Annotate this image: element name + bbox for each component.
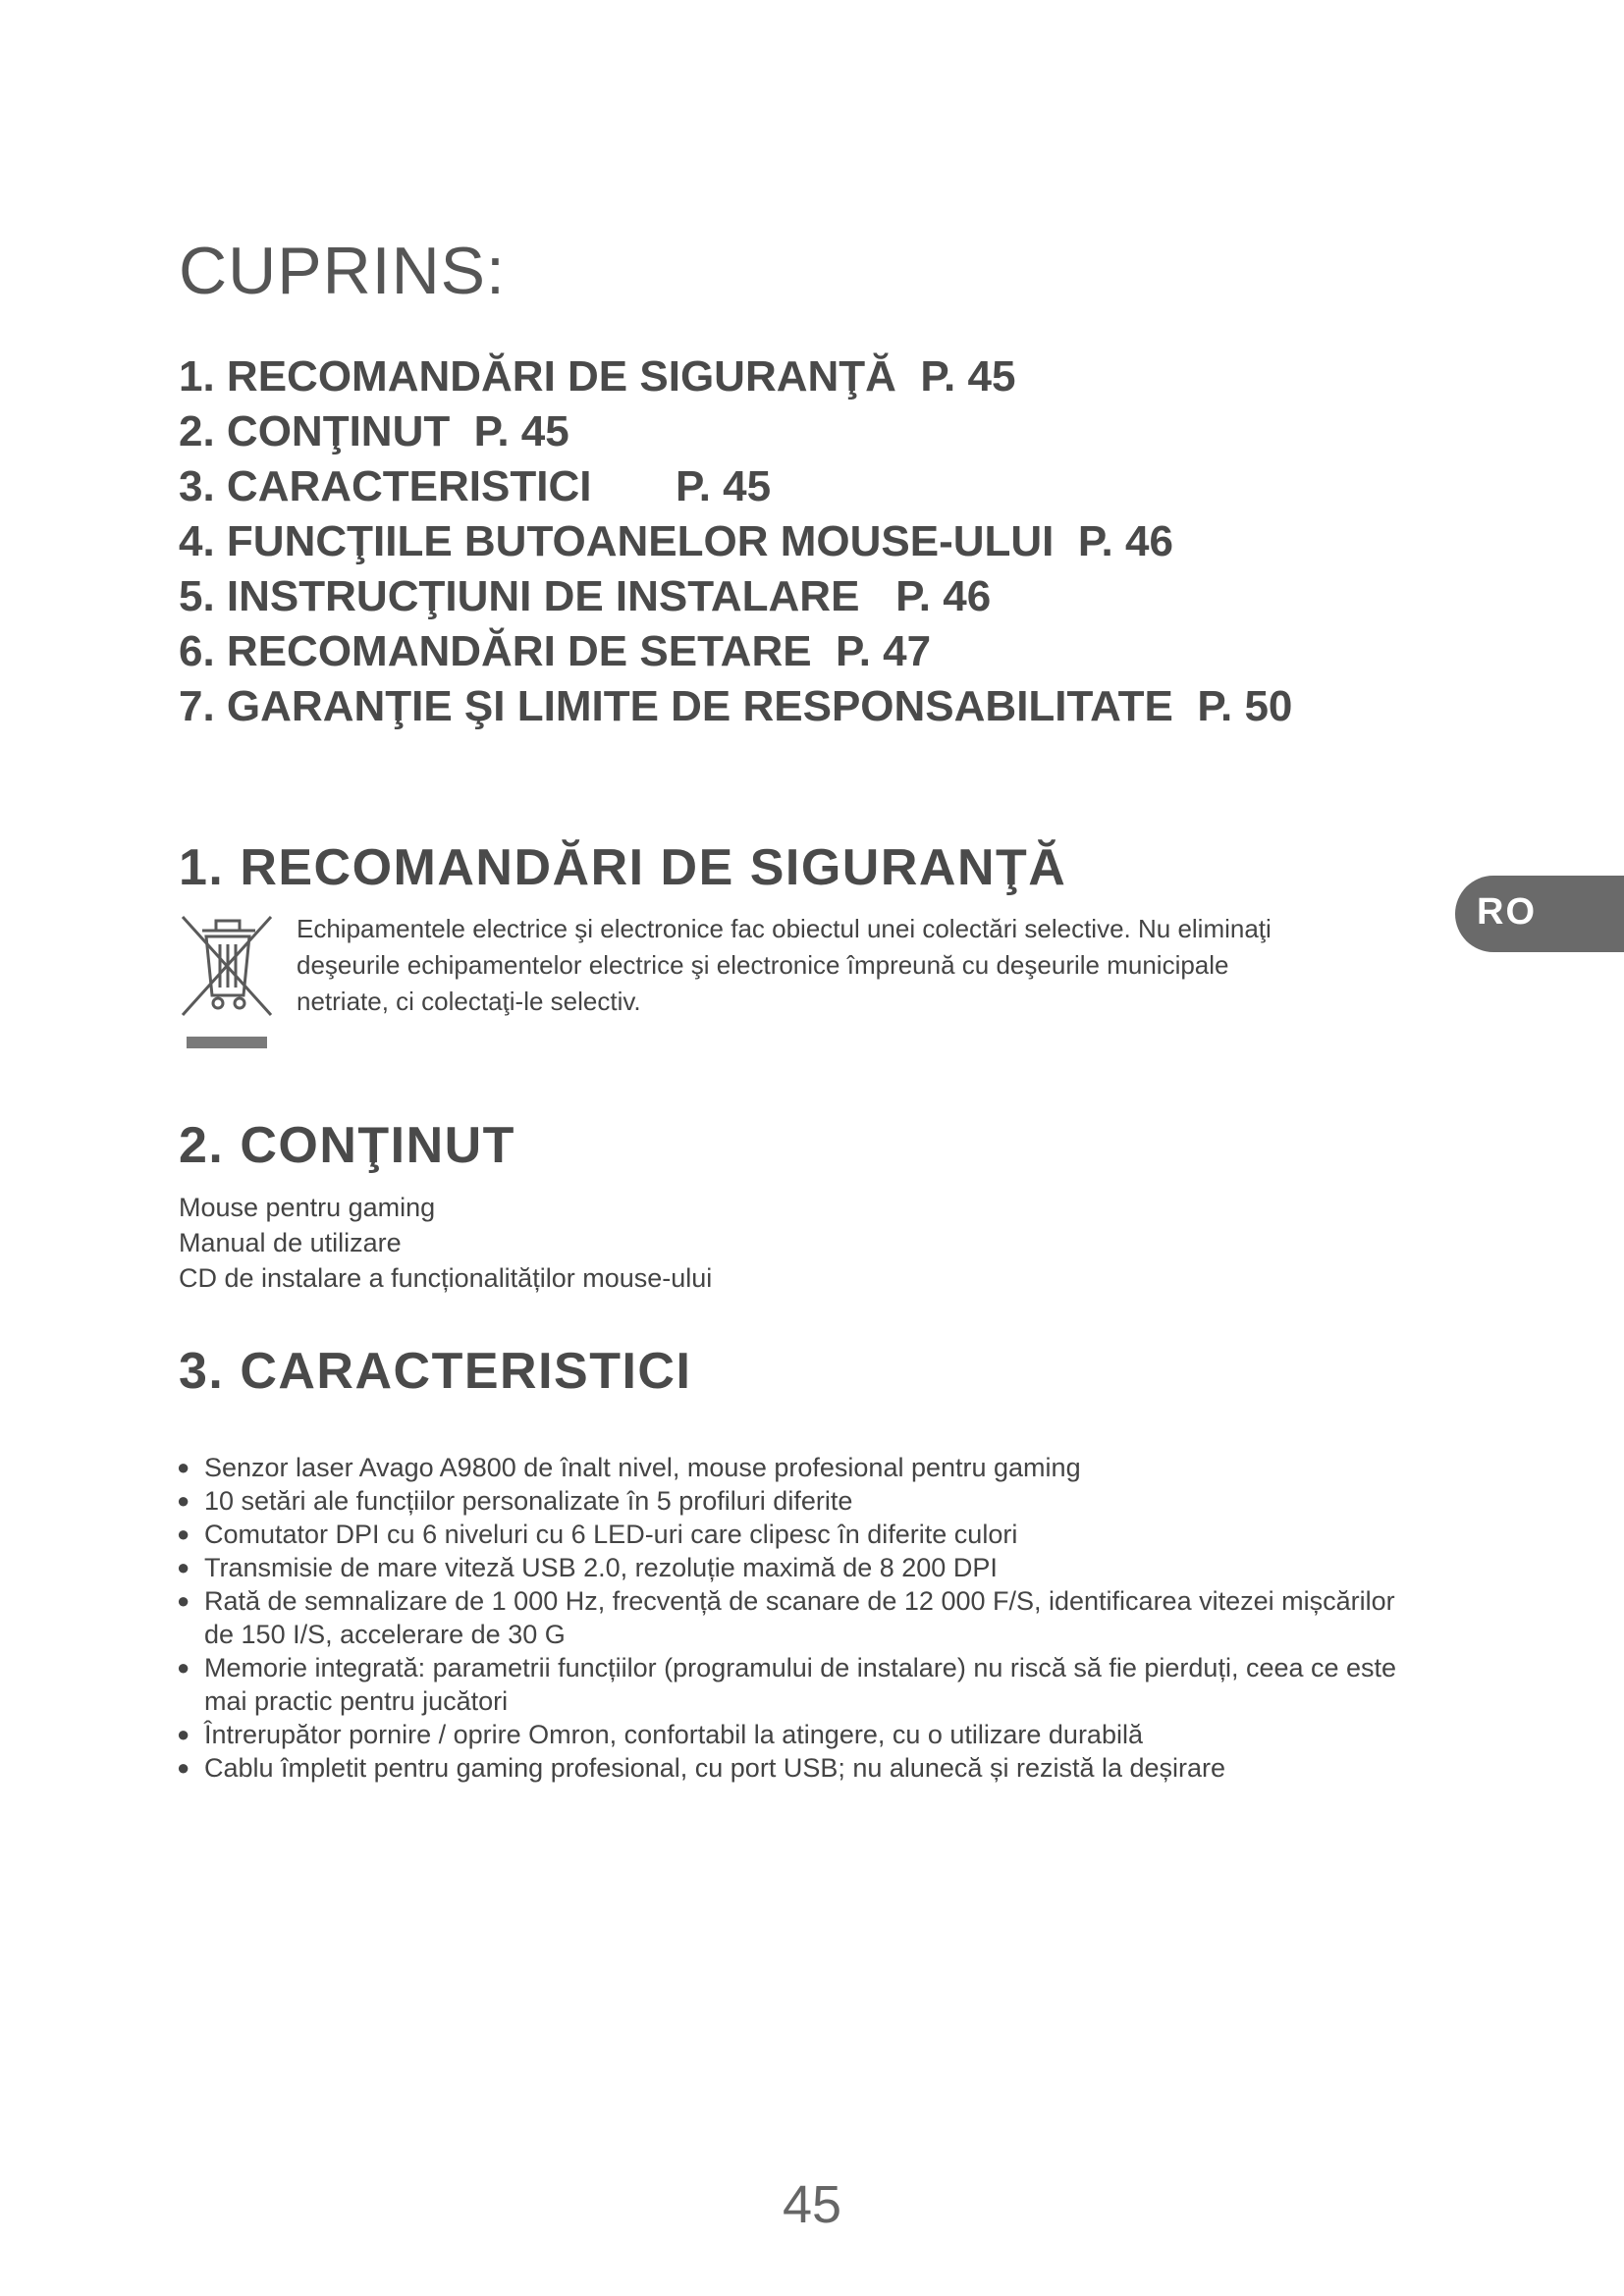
page-number: 45 xyxy=(782,2175,842,2234)
list-item xyxy=(177,1751,1414,1785)
toc-item: 5. INSTRUCŢIUNI DE INSTALARE P. 46 xyxy=(179,572,992,620)
features-list xyxy=(177,1451,1414,1785)
feature-text: Transmisie de mare viteză USB 2.0, rezoluție maximă de 8 200 DPI xyxy=(204,1553,998,1582)
list-item xyxy=(177,1451,1414,1484)
toc-item: 3. CARACTERISTICI P. 45 xyxy=(179,462,772,510)
list-item xyxy=(177,1651,1414,1718)
feature-text: Întrerupător pornire / oprire Omron, confortabil la atingere, cu o utilizare durabilă xyxy=(204,1720,1143,1749)
bullet: ● xyxy=(177,1555,190,1579)
language-tab xyxy=(1455,876,1624,952)
safety-line: deşeurile echipamentelor electrice şi electronice împreună cu deşeurile municipale xyxy=(297,950,1229,980)
toc-item: 7. GARANŢIE ŞI LIMITE DE RESPONSABILITATE P. 50 xyxy=(179,682,1293,730)
bullet: ● xyxy=(177,1522,190,1546)
toc-item: 4. FUNCŢIILE BUTOANELOR MOUSE-ULUI P. 46 xyxy=(179,517,1173,565)
safety-text xyxy=(297,911,1426,1020)
safety-line: netriate, ci colectaţi-le selectiv. xyxy=(297,987,641,1016)
bullet: ● xyxy=(177,1455,190,1479)
safety-line: Echipamentele electrice şi electronice fac obiectul unei colectări selective. Nu eliminaţi xyxy=(297,914,1272,943)
toc-item: 1. RECOMANDĂRI DE SIGURANŢĂ P. 45 xyxy=(179,352,1016,400)
weee-crossed-bin-icon xyxy=(177,913,279,1055)
feature-text: Cablu împletit pentru gaming profesional, cu port USB; nu alunecă și rezistă la deșirare xyxy=(204,1753,1226,1783)
feature-text: Senzor laser Avago A9800 de înalt nivel, mouse profesional pentru gaming xyxy=(204,1453,1081,1482)
language-code: RO xyxy=(1477,891,1537,933)
list-item xyxy=(177,1718,1414,1751)
list-item xyxy=(177,1518,1414,1551)
list-item xyxy=(177,1584,1414,1651)
section-heading-safety: 1. RECOMANDĂRI DE SIGURANŢĂ xyxy=(179,839,1067,896)
table-of-contents xyxy=(179,349,1292,734)
list-item: Mouse pentru gaming xyxy=(179,1193,436,1222)
feature-text: 10 setări ale funcțiilor personalizate în 5 profiluri diferite xyxy=(204,1486,853,1516)
feature-text: Memorie integrată: parametrii funcțiilor (programului de instalare) nu riscă să fie pierduți, ceea ce este mai practic pentru jucători xyxy=(204,1653,1397,1716)
list-item xyxy=(177,1551,1414,1584)
package-contents-list xyxy=(179,1190,712,1296)
bullet: ● xyxy=(177,1588,190,1613)
section-heading-contents: 2. CONŢINUT xyxy=(179,1117,515,1174)
toc-item: 2. CONŢINUT P. 45 xyxy=(179,407,569,455)
section-heading-features: 3. CARACTERISTICI xyxy=(179,1343,692,1400)
page-title: CUPRINS: xyxy=(179,234,506,308)
list-item: Manual de utilizare xyxy=(179,1228,402,1257)
bullet: ● xyxy=(177,1655,190,1680)
list-item xyxy=(177,1484,1414,1518)
feature-text: Comutator DPI cu 6 niveluri cu 6 LED-uri care clipesc în diferite culori xyxy=(204,1520,1018,1549)
list-item: CD de instalare a funcționalităților mouse-ului xyxy=(179,1263,713,1293)
bullet: ● xyxy=(177,1488,190,1513)
toc-item: 6. RECOMANDĂRI DE SETARE P. 47 xyxy=(179,627,932,675)
bullet: ● xyxy=(177,1722,190,1746)
feature-text: Rată de semnalizare de 1 000 Hz, frecvență de scanare de 12 000 F/S, identificarea vitezei mișcărilor de 150 I/S, accelerare de 30 G xyxy=(204,1586,1395,1649)
bullet: ● xyxy=(177,1755,190,1780)
